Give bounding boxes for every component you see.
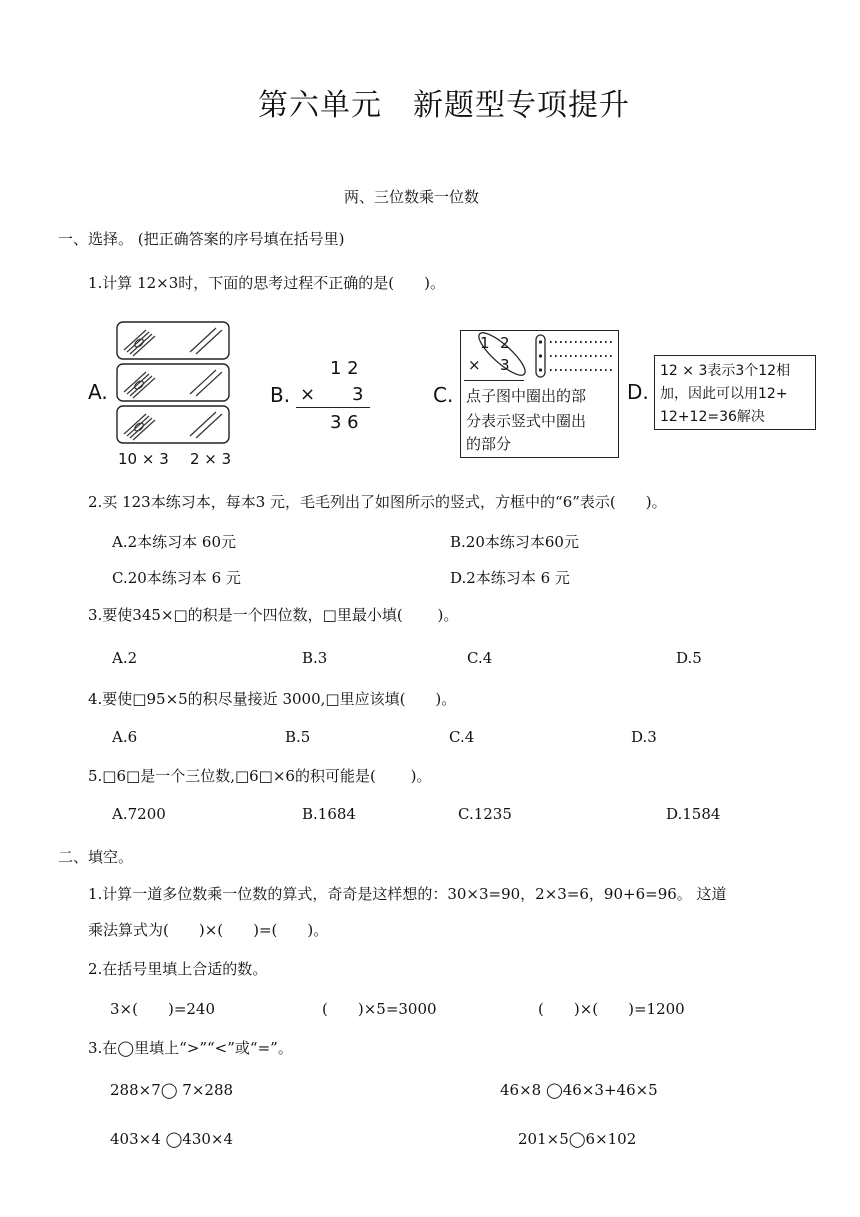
figure-c-text-2: 分表示竖式中圈出	[466, 412, 587, 430]
question-2-option-c[interactable]: C.20本练习本 6 元	[112, 569, 241, 587]
figure-b-times: ×	[300, 384, 316, 405]
fill-question-2-item-2[interactable]: ( )×5=3000	[322, 1000, 437, 1018]
figure-d-text-2: 加，因此可以用12+	[660, 386, 788, 402]
fill-question-2-item-1[interactable]: 3×( )=240	[110, 1000, 216, 1018]
figure-b-letter: B.	[270, 383, 291, 407]
figure-d-text-1: 12 × 3表示3个12相	[660, 363, 791, 379]
question-5-option-d[interactable]: D.1584	[666, 805, 721, 823]
question-2-text: 2.买 123本练习本，每本3 元，毛毛列出了如图所示的竖式，方框中的“6”表示( )。	[88, 493, 667, 511]
question-4-option-c[interactable]: C.4	[449, 728, 475, 746]
page-title: 第六单元 新题型专项提升	[258, 88, 630, 123]
section-heading-choice: 一、选择。 (把正确答案的序号填在括号里)	[58, 230, 345, 248]
section-heading-fill: 二、填空。	[58, 848, 134, 866]
question-4-text: 4.要使□95×5的积尽量接近 3000,□里应该填( )。	[88, 690, 457, 708]
figure-c-digit-3: 3	[500, 356, 510, 374]
question-3-option-a[interactable]: A.2	[112, 649, 138, 667]
figure-a-letter: A.	[88, 380, 108, 404]
figure-b-line3: 3 6	[330, 412, 359, 433]
figure-b-line2: 3	[352, 384, 364, 405]
compare-item-4[interactable]: 201×5◯6×102	[518, 1130, 637, 1148]
figure-c-text-1: 点子图中圈出的部	[466, 387, 587, 405]
figure-c-times: ×	[468, 356, 481, 374]
question-4-option-b[interactable]: B.5	[285, 728, 311, 746]
question-2-option-d[interactable]: D.2本练习本 6 元	[450, 569, 570, 587]
figure-a-caption-1: 10 × 3	[118, 450, 169, 468]
fill-question-2-text: 2.在括号里填上合适的数。	[88, 960, 268, 978]
question-5-option-a[interactable]: A.7200	[112, 805, 166, 823]
question-3-option-c[interactable]: C.4	[467, 649, 493, 667]
question-5-option-b[interactable]: B.1684	[302, 805, 356, 823]
figure-d-letter: D.	[627, 380, 649, 404]
question-5-option-c[interactable]: C.1235	[458, 805, 512, 823]
compare-item-3[interactable]: 403×4 ◯430×4	[110, 1130, 234, 1148]
fill-question-1-line-1: 1.计算一道多位数乘一位数的算式，奇奇是这样想的：30×3=90，2×3=6，90+6=96。 这道	[88, 885, 727, 903]
question-4-option-a[interactable]: A.6	[112, 728, 138, 746]
compare-item-2[interactable]: 46×8 ◯46×3+46×5	[500, 1081, 658, 1099]
fill-question-2-item-3[interactable]: ( )×( )=1200	[538, 1000, 685, 1018]
question-3-option-b[interactable]: B.3	[302, 649, 328, 667]
question-2-option-b[interactable]: B.20本练习本60元	[450, 533, 579, 551]
figure-b-line1: 1 2	[330, 358, 359, 379]
figure-c-letter: C.	[433, 383, 454, 407]
question-5-text: 5.□6□是一个三位数,□6□×6的积可能是( )。	[88, 767, 432, 785]
fill-question-3-text: 3.在◯里填上“>”“<”或“=”。	[88, 1039, 293, 1057]
figure-d-text-3: 12+12=36解决	[660, 409, 765, 425]
question-2-option-a[interactable]: A.2本练习本 60元	[112, 533, 236, 551]
figure-c-rule	[464, 380, 524, 381]
question-3-text: 3.要使345×□的积是一个四位数，□里最小填( )。	[88, 606, 459, 624]
page-subtitle: 两、三位数乘一位数	[344, 188, 480, 206]
figure-c-digit-2: 2	[500, 334, 510, 352]
figure-c-text-3: 的部分	[466, 435, 512, 453]
figure-c-digit-1: 1	[480, 334, 490, 352]
figure-a-caption-2: 2 × 3	[190, 450, 232, 468]
question-1-text: 1.计算 12×3时，下面的思考过程不正确的是( )。	[88, 274, 445, 292]
compare-item-1[interactable]: 288×7◯ 7×288	[110, 1081, 234, 1099]
figure-b-rule	[296, 407, 370, 408]
fill-question-1-line-2: 乘法算式为( )×( )=( )。	[88, 921, 329, 939]
question-3-option-d[interactable]: D.5	[676, 649, 702, 667]
bundle-sticks-image	[114, 320, 234, 444]
question-4-option-d[interactable]: D.3	[631, 728, 657, 746]
